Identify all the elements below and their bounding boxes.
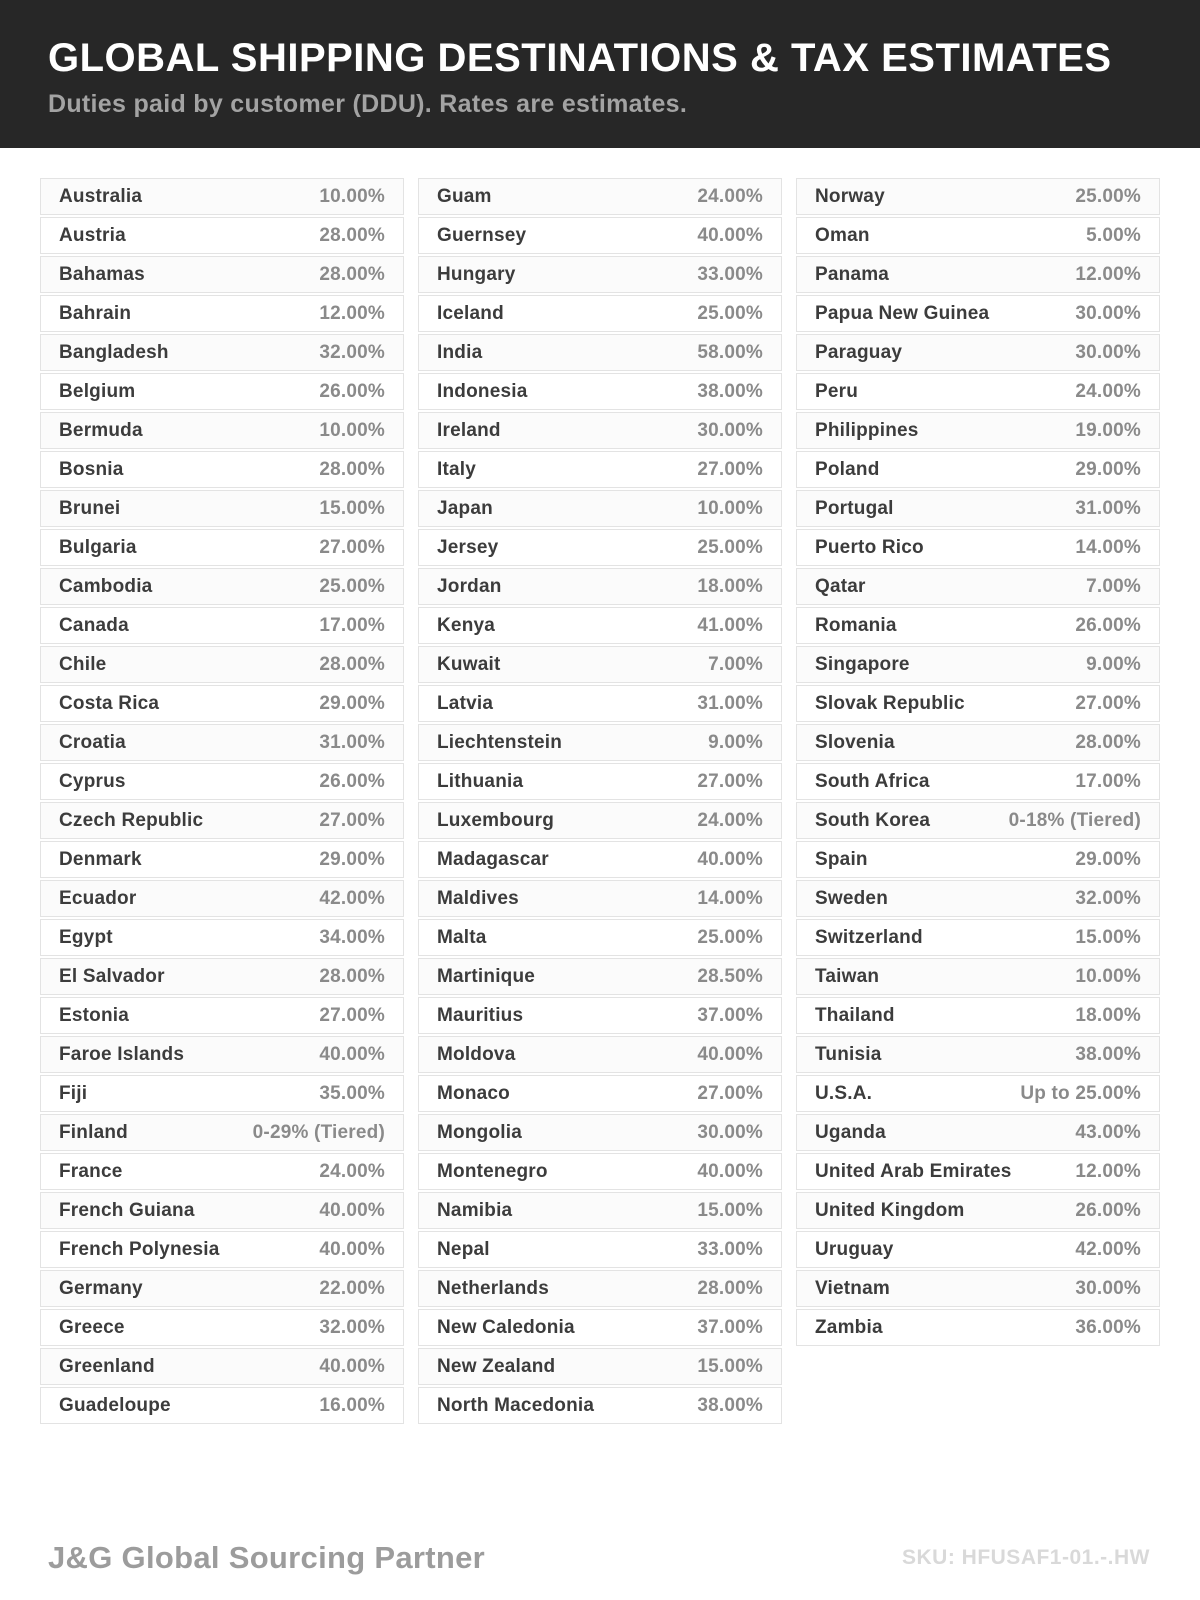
country-name: Hungary [437, 263, 516, 285]
table-row [418, 1387, 782, 1424]
tax-rate: 29.00% [319, 848, 385, 870]
tax-rate: 35.00% [319, 1082, 385, 1104]
table-row [40, 1309, 404, 1346]
country-name: Germany [59, 1277, 143, 1299]
country-name: Monaco [437, 1082, 510, 1104]
country-name: El Salvador [59, 965, 165, 987]
country-name: Czech Republic [59, 809, 204, 831]
table-row [40, 529, 404, 566]
country-name: Philippines [815, 419, 919, 441]
tax-rate: 25.00% [1075, 185, 1141, 207]
tax-rate: 37.00% [697, 1004, 763, 1026]
tax-rate: 31.00% [1075, 497, 1141, 519]
tax-rate: 26.00% [1075, 1199, 1141, 1221]
tax-rate: 12.00% [1075, 1160, 1141, 1182]
table-row [418, 1192, 782, 1229]
country-name: Greece [59, 1316, 125, 1338]
country-name: Panama [815, 263, 890, 285]
tax-rate: 28.50% [697, 965, 763, 987]
table-row [796, 724, 1160, 761]
table-row [418, 256, 782, 293]
country-name: Namibia [437, 1199, 513, 1221]
tax-rate: 28.00% [319, 263, 385, 285]
table-row [796, 217, 1160, 254]
country-name: Jersey [437, 536, 499, 558]
table-row [40, 646, 404, 683]
tax-rate: 10.00% [1075, 965, 1141, 987]
tax-rate: 15.00% [1075, 926, 1141, 948]
table-row [418, 568, 782, 605]
table-row [418, 295, 782, 332]
tax-rate: 24.00% [319, 1160, 385, 1182]
table-row [40, 490, 404, 527]
table-row [418, 1036, 782, 1073]
country-name: France [59, 1160, 123, 1182]
table-row [796, 412, 1160, 449]
table-row [418, 841, 782, 878]
table-row [418, 880, 782, 917]
tax-rate: 27.00% [697, 770, 763, 792]
country-name: Slovak Republic [815, 692, 965, 714]
table-row [796, 373, 1160, 410]
table-row [796, 295, 1160, 332]
country-name: Bulgaria [59, 536, 137, 558]
country-name: Guam [437, 185, 492, 207]
table-row [40, 256, 404, 293]
country-name: Vietnam [815, 1277, 890, 1299]
country-name: Italy [437, 458, 477, 480]
country-name: U.S.A. [815, 1082, 873, 1104]
country-name: Singapore [815, 653, 910, 675]
country-name: Martinique [437, 965, 536, 987]
table-row [796, 880, 1160, 917]
table-row [796, 841, 1160, 878]
table-row [418, 1309, 782, 1346]
country-name: South Korea [815, 809, 931, 831]
table-row [418, 802, 782, 839]
table-row [40, 217, 404, 254]
tax-rate: 40.00% [319, 1355, 385, 1377]
table-row [796, 763, 1160, 800]
tax-rate: 40.00% [319, 1199, 385, 1221]
country-name: Brunei [59, 497, 121, 519]
table-row [796, 685, 1160, 722]
tax-rate: 33.00% [697, 1238, 763, 1260]
country-name: Faroe Islands [59, 1043, 185, 1065]
country-name: Madagascar [437, 848, 549, 870]
table-row [40, 1114, 404, 1151]
tax-rate: 7.00% [708, 653, 763, 675]
tax-rate: 26.00% [319, 770, 385, 792]
table-row [418, 451, 782, 488]
country-name: Guernsey [437, 224, 527, 246]
tax-rate: 5.00% [1086, 224, 1141, 246]
tax-rate: 24.00% [1075, 380, 1141, 402]
country-name: Liechtenstein [437, 731, 563, 753]
tax-rate: 34.00% [319, 926, 385, 948]
country-name: Moldova [437, 1043, 516, 1065]
country-name: Puerto Rico [815, 536, 924, 558]
tax-rate: 27.00% [319, 536, 385, 558]
table-row [796, 958, 1160, 995]
table-row [796, 1309, 1160, 1346]
tax-rate: 25.00% [319, 575, 385, 597]
tax-rate: 15.00% [697, 1355, 763, 1377]
table-row [796, 1075, 1160, 1112]
page-title: GLOBAL SHIPPING DESTINATIONS & TAX ESTIMATES [48, 36, 1112, 80]
country-name: Cyprus [59, 770, 126, 792]
country-name: Montenegro [437, 1160, 548, 1182]
table-row [40, 334, 404, 371]
table-row [418, 1114, 782, 1151]
country-name: Uganda [815, 1121, 886, 1143]
table-row [796, 997, 1160, 1034]
country-name: Switzerland [815, 926, 923, 948]
country-name: Latvia [437, 692, 494, 714]
tax-rate: 25.00% [697, 926, 763, 948]
table-row [40, 1036, 404, 1073]
tax-rate: 19.00% [1075, 419, 1141, 441]
table-row [418, 607, 782, 644]
table-row [40, 1270, 404, 1307]
country-name: India [437, 341, 483, 363]
tax-rate: 25.00% [697, 536, 763, 558]
tax-rate: Up to 25.00% [1020, 1082, 1141, 1104]
table-row [796, 1036, 1160, 1073]
country-name: Malta [437, 926, 487, 948]
country-name: Bahrain [59, 302, 132, 324]
table-row [796, 646, 1160, 683]
country-name: Belgium [59, 380, 136, 402]
table-row [418, 217, 782, 254]
country-name: New Caledonia [437, 1316, 575, 1338]
country-name: Uruguay [815, 1238, 894, 1260]
tax-rate: 30.00% [1075, 302, 1141, 324]
tax-rate: 10.00% [319, 419, 385, 441]
table-row [418, 490, 782, 527]
table-row [796, 529, 1160, 566]
tax-rate: 40.00% [319, 1238, 385, 1260]
country-name: Jordan [437, 575, 502, 597]
tax-rate: 28.00% [319, 965, 385, 987]
table-row [418, 685, 782, 722]
country-name: Qatar [815, 575, 866, 597]
country-name: Croatia [59, 731, 126, 753]
tax-rate: 40.00% [697, 848, 763, 870]
country-name: Taiwan [815, 965, 880, 987]
rates-column-2 [418, 178, 782, 1426]
tax-rate: 37.00% [697, 1316, 763, 1338]
country-name: Lithuania [437, 770, 524, 792]
tax-rate: 42.00% [319, 887, 385, 909]
country-name: Costa Rica [59, 692, 160, 714]
table-row [418, 373, 782, 410]
table-row [40, 1231, 404, 1268]
country-name: Spain [815, 848, 868, 870]
country-name: Bahamas [59, 263, 145, 285]
table-row [40, 685, 404, 722]
table-row [796, 334, 1160, 371]
page-subtitle: Duties paid by customer (DDU). Rates are estimates. [48, 90, 688, 118]
table-row [796, 919, 1160, 956]
tax-rate: 26.00% [1075, 614, 1141, 636]
country-name: North Macedonia [437, 1394, 595, 1416]
table-row [40, 451, 404, 488]
tax-rate: 36.00% [1075, 1316, 1141, 1338]
tax-rate: 9.00% [1086, 653, 1141, 675]
tax-rate: 24.00% [697, 185, 763, 207]
table-row [40, 958, 404, 995]
country-name: Indonesia [437, 380, 528, 402]
country-name: Canada [59, 614, 129, 636]
table-row [418, 997, 782, 1034]
rates-column-1 [40, 178, 404, 1426]
tax-rate: 40.00% [319, 1043, 385, 1065]
country-name: Japan [437, 497, 493, 519]
country-name: Egypt [59, 926, 113, 948]
tax-rate: 33.00% [697, 263, 763, 285]
country-name: Paraguay [815, 341, 903, 363]
tax-rate: 40.00% [697, 1043, 763, 1065]
country-name: Luxembourg [437, 809, 555, 831]
tax-rate: 28.00% [319, 653, 385, 675]
table-row [418, 1270, 782, 1307]
brand-name: J&G Global Sourcing Partner [48, 1540, 486, 1575]
table-row [40, 1075, 404, 1112]
tax-rate: 28.00% [319, 224, 385, 246]
table-row [418, 763, 782, 800]
sku-label: SKU: HFUSAF1-01.-.HW [901, 1546, 1150, 1569]
tax-rate: 28.00% [697, 1277, 763, 1299]
tax-rate: 38.00% [1075, 1043, 1141, 1065]
tax-rate: 31.00% [697, 692, 763, 714]
table-row [418, 334, 782, 371]
table-row [796, 1114, 1160, 1151]
tax-rate: 43.00% [1075, 1121, 1141, 1143]
rates-column-3 [796, 178, 1160, 1348]
table-row [40, 997, 404, 1034]
table-row [796, 178, 1160, 215]
table-row [796, 802, 1160, 839]
tax-rate: 9.00% [708, 731, 763, 753]
table-row [796, 1153, 1160, 1190]
rates-table [40, 178, 1160, 1426]
table-row [796, 1231, 1160, 1268]
country-name: Portugal [815, 497, 894, 519]
country-name: Bosnia [59, 458, 124, 480]
country-name: Bermuda [59, 419, 143, 441]
country-name: Iceland [437, 302, 504, 324]
tax-rate: 10.00% [319, 185, 385, 207]
table-row [40, 373, 404, 410]
country-name: Finland [59, 1121, 128, 1143]
tax-rate: 12.00% [1075, 263, 1141, 285]
country-name: Zambia [815, 1316, 883, 1338]
tax-rate: 32.00% [319, 341, 385, 363]
table-row [40, 1348, 404, 1385]
country-name: Maldives [437, 887, 519, 909]
tax-rate: 15.00% [697, 1199, 763, 1221]
country-name: Mongolia [437, 1121, 522, 1143]
tax-rate: 40.00% [697, 1160, 763, 1182]
country-name: Romania [815, 614, 897, 636]
table-row [40, 1192, 404, 1229]
table-row [418, 724, 782, 761]
country-name: Nepal [437, 1238, 490, 1260]
tax-rate: 29.00% [319, 692, 385, 714]
tax-rate: 12.00% [319, 302, 385, 324]
tax-rate: 0-18% (Tiered) [1008, 809, 1141, 831]
country-name: Bangladesh [59, 341, 169, 363]
tax-rate: 27.00% [319, 1004, 385, 1026]
tax-rate: 24.00% [697, 809, 763, 831]
table-row [40, 1387, 404, 1424]
tax-rate: 18.00% [697, 575, 763, 597]
table-row [40, 412, 404, 449]
country-name: Poland [815, 458, 880, 480]
country-name: Ecuador [59, 887, 137, 909]
tax-rate: 38.00% [697, 1394, 763, 1416]
tax-rate: 27.00% [1075, 692, 1141, 714]
tax-rate: 28.00% [1075, 731, 1141, 753]
tax-rate: 30.00% [697, 419, 763, 441]
table-row [796, 256, 1160, 293]
country-name: United Kingdom [815, 1199, 965, 1221]
tax-rate: 16.00% [319, 1394, 385, 1416]
tax-rate: 0-29% (Tiered) [252, 1121, 385, 1143]
table-row [796, 607, 1160, 644]
tax-rate: 31.00% [319, 731, 385, 753]
table-row [418, 529, 782, 566]
table-row [418, 1348, 782, 1385]
tax-rate: 38.00% [697, 380, 763, 402]
tax-rate: 7.00% [1086, 575, 1141, 597]
country-name: Chile [59, 653, 107, 675]
country-name: Kenya [437, 614, 496, 636]
tax-rate: 17.00% [1075, 770, 1141, 792]
tax-rate: 15.00% [319, 497, 385, 519]
table-row [40, 802, 404, 839]
country-name: Guadeloupe [59, 1394, 171, 1416]
tax-rate: 18.00% [1075, 1004, 1141, 1026]
tax-rate: 32.00% [1075, 887, 1141, 909]
tax-rate: 17.00% [319, 614, 385, 636]
country-name: Peru [815, 380, 859, 402]
table-row [40, 1153, 404, 1190]
table-row [40, 178, 404, 215]
table-row [418, 1153, 782, 1190]
country-name: Ireland [437, 419, 501, 441]
tax-rate: 27.00% [319, 809, 385, 831]
country-name: Greenland [59, 1355, 155, 1377]
table-row [418, 178, 782, 215]
tax-rate: 27.00% [697, 1082, 763, 1104]
table-row [796, 1192, 1160, 1229]
country-name: Austria [59, 224, 126, 246]
tax-rate: 14.00% [1075, 536, 1141, 558]
table-row [40, 919, 404, 956]
tax-rate: 32.00% [319, 1316, 385, 1338]
country-name: New Zealand [437, 1355, 556, 1377]
country-name: Fiji [59, 1082, 88, 1104]
country-name: Slovenia [815, 731, 895, 753]
tax-rate: 27.00% [697, 458, 763, 480]
country-name: United Arab Emirates [815, 1160, 1012, 1182]
table-row [40, 841, 404, 878]
table-row [40, 724, 404, 761]
tax-rate: 28.00% [319, 458, 385, 480]
tax-rate: 30.00% [697, 1121, 763, 1143]
tax-rate: 42.00% [1075, 1238, 1141, 1260]
country-name: Sweden [815, 887, 888, 909]
tax-rate: 14.00% [697, 887, 763, 909]
tax-rate: 10.00% [697, 497, 763, 519]
table-row [418, 412, 782, 449]
country-name: French Guiana [59, 1199, 195, 1221]
country-name: Denmark [59, 848, 142, 870]
country-name: Cambodia [59, 575, 153, 597]
tax-rate: 29.00% [1075, 458, 1141, 480]
table-row [40, 880, 404, 917]
country-name: Estonia [59, 1004, 130, 1026]
table-row [40, 763, 404, 800]
tax-rate: 30.00% [1075, 1277, 1141, 1299]
table-row [796, 451, 1160, 488]
country-name: Thailand [815, 1004, 895, 1026]
country-name: Netherlands [437, 1277, 550, 1299]
table-row [418, 1075, 782, 1112]
country-name: French Polynesia [59, 1238, 220, 1260]
table-row [418, 646, 782, 683]
tax-rate: 40.00% [697, 224, 763, 246]
country-name: Norway [815, 185, 885, 207]
table-row [40, 607, 404, 644]
page-header [0, 0, 1200, 148]
table-row [418, 919, 782, 956]
table-row [418, 1231, 782, 1268]
country-name: South Africa [815, 770, 930, 792]
table-row [796, 568, 1160, 605]
table-row [796, 490, 1160, 527]
tax-rate: 30.00% [1075, 341, 1141, 363]
country-name: Oman [815, 224, 870, 246]
tax-rate: 26.00% [319, 380, 385, 402]
country-name: Tunisia [815, 1043, 882, 1065]
table-row [40, 568, 404, 605]
country-name: Kuwait [437, 653, 501, 675]
table-row [418, 958, 782, 995]
country-name: Papua New Guinea [815, 302, 990, 324]
tax-rate: 25.00% [697, 302, 763, 324]
tax-rate: 29.00% [1075, 848, 1141, 870]
table-row [40, 295, 404, 332]
table-row [796, 1270, 1160, 1307]
tax-rate: 58.00% [697, 341, 763, 363]
tax-rate: 22.00% [319, 1277, 385, 1299]
country-name: Mauritius [437, 1004, 524, 1026]
country-name: Australia [59, 185, 143, 207]
tax-rate: 41.00% [697, 614, 763, 636]
